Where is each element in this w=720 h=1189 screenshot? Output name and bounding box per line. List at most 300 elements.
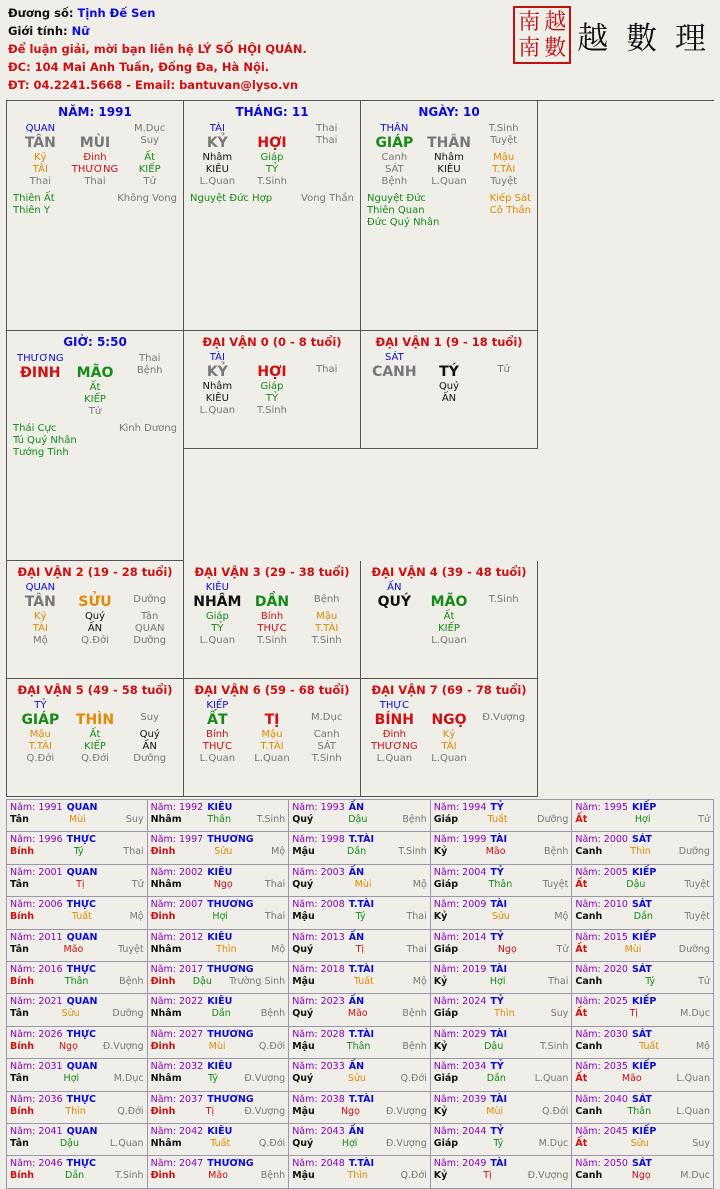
year-label: Năm: 2041 [10,1125,63,1137]
pillar-r2-0: KỶ [206,135,228,151]
year-can: Ất [575,1073,588,1085]
dv-r3-1: Giáp [260,381,284,392]
pillar-r4-1: KIẾP [84,394,106,405]
year-label: Năm: 2023 [292,996,345,1008]
year-label: Năm: 2026 [10,1028,63,1040]
pillar-r4-2: T.TÀI [492,164,516,175]
dv-r4-2 [476,741,531,752]
year-cell[interactable] [431,930,573,962]
year-can: Canh [575,1040,603,1052]
year-chi: Tị [205,1105,215,1117]
year-can: Ất [575,878,588,890]
year-ten-than: SÁT [631,834,652,846]
year-can: Mậu [292,1040,315,1052]
dv-r4-1: KIẾP [438,623,460,634]
year-can: Tân [10,1137,29,1149]
year-truong-sinh: Tử [698,975,710,987]
dv-r1-0: SÁT [384,352,404,363]
gender-value: Nữ [71,24,90,38]
year-cell[interactable] [148,1156,290,1188]
year-cell[interactable] [148,994,290,1026]
dv-r5-0: Q.Đới [26,753,55,764]
pillar-r4-0: TÀI [32,164,48,175]
dv-r1-0: TÀI [209,352,225,363]
year-cell[interactable] [148,897,290,929]
dv-r3-0: Giáp [205,611,229,622]
year-chi: Ngọ [497,943,517,955]
note-0-0: Thiên Ất [13,193,55,204]
year-truong-sinh: Tuyệt [684,911,710,923]
year-cell[interactable] [572,962,714,994]
pillar-r5-2 [122,406,177,417]
dv-r4-2 [476,393,531,404]
year-truong-sinh: Dưỡng [678,846,710,858]
year-truong-sinh: Thai [406,911,427,923]
year-cell[interactable] [289,1156,431,1188]
year-chi: Mão [485,846,506,858]
year-cell[interactable] [6,1124,148,1156]
year-label: Năm: 2015 [575,931,628,943]
year-cell[interactable] [572,865,714,897]
year-truong-sinh: M.Dục [113,1073,144,1085]
dai-van-title: ĐẠI VẬN 6 (59 - 68 tuổi) [194,683,350,697]
year-cell[interactable] [572,1059,714,1091]
year-can: Kỷ [433,1040,448,1052]
year-label: Năm: 2009 [433,899,487,911]
year-chi: Thân [64,975,89,987]
pillar-notes [190,193,354,204]
year-ten-than: QUAN [66,996,98,1008]
year-cell[interactable] [148,1124,290,1156]
pillar-r2-2: Bệnh [136,365,163,376]
dai-van-title: ĐẠI VẬN 5 (49 - 58 tuổi) [17,683,173,697]
year-cell[interactable] [148,930,290,962]
year-truong-sinh: Đ.Vượng [527,1170,569,1182]
dv-r1-1 [422,582,477,593]
dai-van-6 [184,679,361,797]
year-cell[interactable] [289,897,431,929]
year-label: Năm: 2001 [10,866,63,878]
year-cell[interactable] [572,1156,714,1188]
dv-r3-0: Mậu [29,729,51,740]
year-cell[interactable] [6,865,148,897]
year-chi: Tị [629,1008,638,1020]
year-can: Canh [575,975,603,987]
year-cell[interactable] [6,1027,148,1059]
year-cell[interactable] [572,832,714,864]
pillar-r4-0 [13,394,68,405]
year-can: Tân [10,814,29,825]
dv-r2-2: Suy [140,712,159,723]
pillar-r5-0: Thai [29,176,52,187]
year-truong-sinh: Đ.Vượng [244,1073,286,1085]
year-chi: Tị [483,1170,492,1182]
year-truong-sinh: Bệnh [260,1008,286,1020]
dv-r3-2 [299,381,354,392]
year-ten-than: SÁT [631,963,652,975]
year-cell[interactable] [6,994,148,1026]
dai-van-0 [184,331,361,449]
year-cell[interactable] [572,897,714,929]
dv-r4-1: ẤN [87,623,103,634]
year-can: Giáp [433,1137,459,1149]
year-truong-sinh: M.Dục [538,1137,569,1149]
dv-r1-0: TỶ [34,700,47,711]
dv-r1-2 [476,582,531,593]
year-chi: Thân [627,1105,652,1117]
year-cell[interactable] [289,865,431,897]
logo-text: 越 數 理 [577,20,710,57]
year-cell[interactable] [6,1156,148,1188]
year-label: Năm: 2020 [575,963,628,975]
year-truong-sinh: Thai [123,846,144,858]
year-truong-sinh: Q.Đới [542,1105,569,1117]
year-ten-than: KIÊU [207,1125,233,1137]
year-cell[interactable] [289,800,431,832]
year-label: Năm: 2025 [575,996,628,1008]
dv-r2-2: Tử [497,364,510,375]
dv-r5-0: L.Quan [199,753,236,764]
year-truong-sinh: L.Quan [109,1137,144,1149]
year-truong-sinh: Đ.Vượng [386,1137,427,1149]
pillar-r5-1: T.Sinh [257,176,287,187]
year-label: Năm: 2049 [433,1158,487,1170]
year-can: Mậu [292,1170,315,1182]
year-truong-sinh: Tử [556,943,569,955]
year-chi: Hợi [634,814,651,825]
year-label: Năm: 2047 [150,1158,204,1170]
year-label: Năm: 2003 [292,866,345,878]
year-chi: Mùi [68,814,86,825]
year-truong-sinh: Bệnh [119,975,144,987]
year-chi: Dậu [348,814,368,825]
year-cell[interactable] [289,930,431,962]
year-can: Bính [10,846,35,858]
dv-r1-0: KIẾP [206,700,229,711]
year-cell[interactable] [6,1059,148,1091]
year-cell[interactable] [6,1092,148,1124]
dv-r1-2 [476,700,531,711]
pillar-r5-2: Tuyệt [490,176,518,187]
dv-r1-0: ẤN [387,582,402,593]
pillar-notes [367,193,531,228]
pillar-r1-2: T.Sinh [488,123,519,134]
year-can: Đinh [150,911,176,923]
year-cell[interactable] [431,897,573,929]
year-cell[interactable] [148,1027,290,1059]
year-can: Đinh [150,1040,176,1052]
contact-line-3: ĐT: 04.2241.5668 - Email: bantuvan@lyso.vn [8,78,299,92]
year-cell[interactable] [289,1027,431,1059]
pillar-r2-1: THÂN [427,135,471,151]
dv-r5-0 [367,635,422,646]
year-cell[interactable] [431,1124,573,1156]
year-chi: Dậu [59,1137,79,1149]
year-can: Quý [292,1073,314,1085]
year-label: Năm: 2050 [575,1158,628,1170]
year-can: Kỷ [433,1170,448,1182]
year-cell[interactable] [431,994,573,1026]
year-chi: Tý [208,1073,218,1085]
year-ten-than: QUAN [66,802,98,813]
year-cell[interactable] [572,800,714,832]
dv-r1-2 [299,700,354,711]
year-can: Ất [575,814,588,825]
year-chi: Tý [493,1137,504,1149]
year-cell[interactable] [431,1156,573,1188]
year-chi: Hợi [489,975,506,987]
year-chi: Mão [208,1170,228,1182]
year-cell[interactable] [6,962,148,994]
year-truong-sinh: L.Quan [676,1073,710,1085]
dv-r2-2: Dưỡng [133,594,167,605]
year-cell[interactable] [431,832,573,864]
year-label: Năm: 2039 [433,1093,487,1105]
year-cell[interactable] [6,930,148,962]
year-truong-sinh: Dưỡng [537,814,569,825]
year-ten-than: TÀI [490,1028,508,1040]
year-can: Mậu [292,846,315,858]
year-cell[interactable] [289,962,431,994]
year-can: Canh [575,911,603,923]
pillar-r1-1 [422,123,477,134]
pillar-month [184,101,361,331]
year-ten-than: ẤN [348,1061,365,1073]
year-can: Bính [10,1105,35,1117]
year-cell[interactable] [289,1124,431,1156]
year-cell[interactable] [431,1027,573,1059]
year-truong-sinh: Suy [125,814,144,825]
year-label: Năm: 2030 [575,1028,628,1040]
seal-char-1: 越 [544,9,567,35]
year-chi: Mùi [208,1040,226,1052]
year-chi: Mùi [354,878,372,890]
dv-r3-2 [476,381,531,392]
year-cell[interactable] [289,832,431,864]
person-name-value: Tịnh Đế Sen [77,6,156,20]
dv-r1-0: THỰC [379,700,409,711]
year-ten-than: TỶ [490,996,504,1008]
pillar-r5-1: L.Quan [431,176,467,187]
year-chi: Dần [633,911,653,923]
year-ten-than: TÀI [490,834,508,846]
dai-van-2 [7,561,184,679]
year-ten-than: TỶ [490,802,504,813]
dv-r5-2: Dưỡng [133,753,167,764]
pillar-r2-1: MÙI [79,135,111,151]
year-cell[interactable] [572,930,714,962]
pillar-r2-0: GIÁP [375,135,414,151]
dv-r5-2 [476,753,531,764]
year-label: Năm: 1997 [150,834,204,846]
pillar-r3-1: Ất [89,382,101,393]
year-ten-than: KIÊU [207,866,233,878]
year-label: Năm: 2033 [292,1061,345,1073]
pillar-notes [13,193,177,216]
dv-r2-0: TÂN [24,594,56,610]
year-chi: Dậu [484,1040,504,1052]
dv-r2-1: NGỌ [431,712,467,728]
year-truong-sinh: Bệnh [543,846,569,858]
dv-r4-0: T.TÀI [28,741,52,752]
dv-r3-1: Mậu [261,729,283,740]
year-chi: Dần [486,1073,506,1085]
year-cell[interactable] [148,1059,290,1091]
year-chi: Thìn [494,1008,515,1020]
year-cell[interactable] [148,832,290,864]
year-cell[interactable] [148,962,290,994]
year-truong-sinh: Suy [692,1137,710,1149]
dv-r5-1: Q.Đới [81,635,109,646]
dai-van-3 [184,561,361,679]
pillar-r1-0: TÀI [209,123,225,134]
year-truong-sinh: L.Quan [534,1073,569,1085]
year-cell[interactable] [431,1059,573,1091]
person-name-label: Đương số: [8,6,74,20]
year-ten-than: T.TÀI [348,899,375,911]
year-cell[interactable] [289,994,431,1026]
year-cell[interactable] [6,800,148,832]
year-truong-sinh: Mộ [695,1040,710,1052]
dv-r5-2: Dưỡng [133,635,167,646]
year-cell[interactable] [289,1092,431,1124]
year-ten-than: THƯƠNG [207,1093,254,1105]
year-chi: Tuất [353,975,374,987]
year-can: Quý [292,943,314,955]
year-cell[interactable] [431,1092,573,1124]
dv-r3-1: Ất [89,729,101,740]
year-chi: Sửu [630,1137,649,1149]
year-ten-than: THỰC [66,1093,96,1105]
gender-label: Giới tính: [8,24,68,38]
pillar-r5-0 [13,406,68,417]
dai-van-title: ĐẠI VẬN 2 (19 - 28 tuổi) [17,565,173,579]
dv-r3-1: Quý [438,381,460,392]
year-label: Năm: 2028 [292,1028,345,1040]
year-ten-than: QUAN [66,866,98,878]
year-truong-sinh: Bệnh [260,1170,286,1182]
note-0-1: Kình Dương [118,423,177,434]
year-cell[interactable] [148,800,290,832]
year-chi: Tý [73,846,84,858]
year-ten-than: KIẾP [631,996,657,1008]
year-ten-than: THƯƠNG [207,1028,254,1040]
year-truong-sinh: Thai [264,878,286,890]
dai-van-4 [361,561,538,679]
year-ten-than: THƯƠNG [207,1158,254,1170]
year-chi: Ngọ [340,1105,360,1117]
pillar-r1-0: QUAN [25,123,56,134]
pillar-r3-2: Ất [144,152,156,163]
year-ten-than: TÀI [490,1158,508,1170]
year-chi: Ngọ [58,1040,78,1052]
year-label: Năm: 2016 [10,963,63,975]
year-truong-sinh: Mộ [412,975,427,987]
dv-r1-2 [476,352,531,363]
year-cell[interactable] [6,832,148,864]
year-truong-sinh: T.Sinh [398,846,427,858]
dv-r5-0: Mộ [32,635,48,646]
year-chi: Thìn [347,1170,368,1182]
pillar-r4-1: TỶ [265,164,279,175]
year-can: Bính [10,1040,35,1052]
year-ten-than: ẤN [348,866,365,878]
year-ten-than: TỶ [490,1125,504,1137]
year-chi: Tuất [210,1137,231,1149]
year-ten-than: SÁT [631,899,652,911]
year-label: Năm: 2035 [575,1061,628,1073]
dv-r4-0 [367,623,422,634]
dv-r3-0: Nhâm [202,381,233,392]
year-truong-sinh: Bệnh [402,1008,427,1020]
year-cell[interactable] [6,897,148,929]
year-cell[interactable] [431,962,573,994]
dv-r4-1: TỶ [265,393,279,404]
dv-r5-0: L.Quan [376,753,413,764]
dv-r3-1: Kỷ [442,729,456,740]
year-cell[interactable] [289,1059,431,1091]
year-label: Năm: 2021 [10,996,63,1008]
year-chi: Mão [621,1073,642,1085]
pillar-notes [13,423,177,458]
year-can: Đinh [150,1105,176,1117]
year-cell[interactable] [572,994,714,1026]
year-chi: Thân [346,1040,371,1052]
dv-r5-1: T.Sinh [257,405,287,416]
year-truong-sinh: M.Dục [680,1170,710,1182]
year-can: Đinh [150,1170,176,1182]
pillar-r2-0: TÂN [24,135,56,151]
year-ten-than: T.TÀI [348,1028,375,1040]
dv-r5-1: Q.Đới [81,753,109,764]
year-chi: Tuất [487,814,508,825]
year-can: Giáp [433,943,459,955]
year-ten-than: TÀI [490,1093,508,1105]
dai-van-5 [7,679,184,797]
note-0-1: Vong Thần [301,193,354,204]
dv-r1-1 [422,352,477,363]
dv-r3-0: Bính [206,729,229,740]
year-chi: Tị [355,943,365,955]
dai-van-title: ĐẠI VẬN 3 (29 - 38 tuổi) [194,565,350,579]
pillar-r4-0: KIÊU [205,164,229,175]
year-chi: Dần [347,846,367,858]
dv-r2-1: MÃO [430,594,468,610]
pillar-r3-0: Canh [381,152,408,163]
year-cell[interactable] [431,865,573,897]
year-label: Năm: 2024 [433,996,487,1008]
dv-r1-1 [68,582,123,593]
year-cell[interactable] [572,1092,714,1124]
dai-van-title: ĐẠI VẬN 1 (9 - 18 tuổi) [375,335,523,349]
pillar-r3-1: Đinh [83,152,107,163]
dai-van-title: ĐẠI VẬN 0 (0 - 8 tuổi) [202,335,342,349]
year-cell[interactable] [431,800,573,832]
dv-r5-2 [299,405,354,416]
year-can: Giáp [433,1073,459,1085]
dv-r5-0: L.Quan [199,405,236,416]
year-ten-than: QUAN [66,931,98,943]
year-cell[interactable] [572,1027,714,1059]
year-cell[interactable] [148,1092,290,1124]
year-label: Năm: 1992 [150,802,204,813]
year-cell[interactable] [572,1124,714,1156]
year-label: Năm: 2037 [150,1093,204,1105]
year-ten-than: ẤN [348,802,365,813]
pillar-r1-2: M.Dục [134,123,166,134]
year-cell[interactable] [148,865,290,897]
year-truong-sinh: T.Sinh [539,1040,569,1052]
